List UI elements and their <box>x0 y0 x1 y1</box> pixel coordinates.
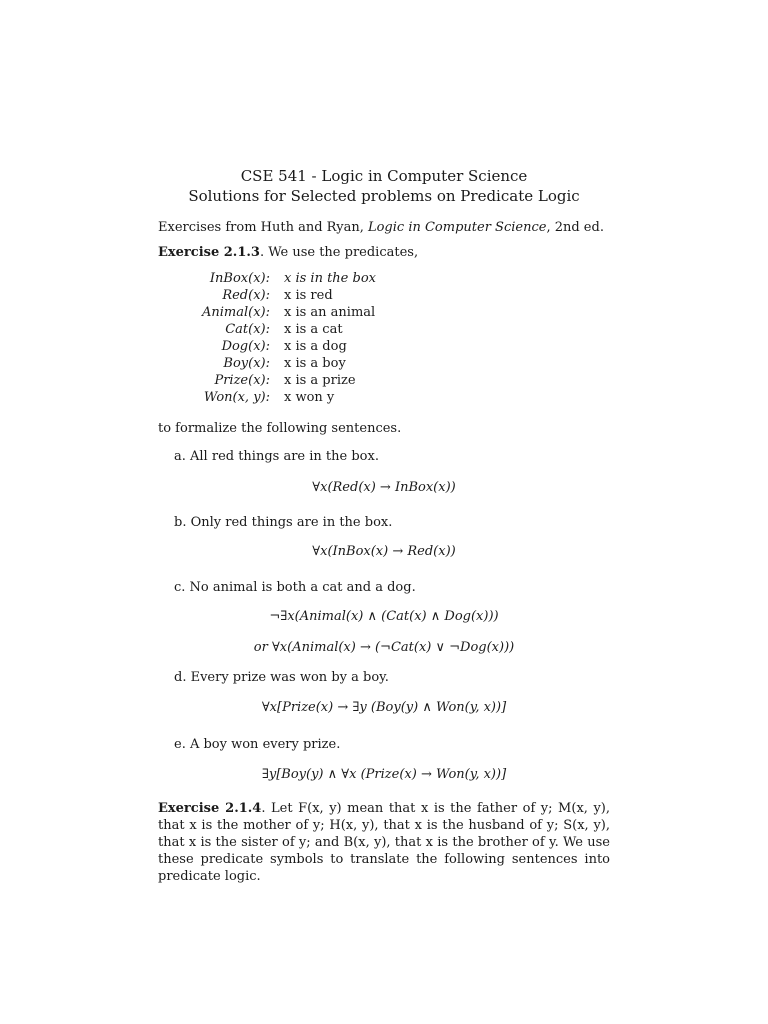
predicate-name: Won(x, y): <box>203 390 270 405</box>
predicate-meaning: x is in the box <box>284 271 376 286</box>
predicate-meaning: x is red <box>284 288 333 303</box>
predicate-meaning: x is a prize <box>284 373 356 388</box>
exercise-2-1-3-text: . We use the predicates, <box>259 245 419 260</box>
predicate-name: Animal(x): <box>201 305 270 320</box>
formalize-instruction: to formalize the following sentences. <box>158 421 402 436</box>
exercise-2-1-3-heading: Exercise 2.1.3 <box>158 245 260 260</box>
predicate-meaning: x won y <box>284 390 335 405</box>
item-e-label: e. A boy won every prize. <box>174 737 341 752</box>
item-d-label: d. Every prize was won by a boy. <box>174 670 389 685</box>
predicate-meaning: x is a boy <box>284 356 346 371</box>
predicate-meaning: x is a cat <box>284 322 343 337</box>
exercise-2-1-4-text: . Let F(x, y) mean that x is the father of y; M(x, y), that x is the mother of y; H(x, y), that x is the husband of y; S(x, y), that x is the sister of y; and B(x, y), that x is the brother of y. We use these predicate symbols to translate the following sentences into predicate logic. <box>158 801 610 884</box>
predicate-name: Prize(x): <box>214 373 270 388</box>
exercise-2-1-3-intro <box>158 244 418 261</box>
document-title: CSE 541 - Logic in Computer Science <box>240 167 528 185</box>
item-a-formula: ∀x(Red(x) → InBox(x)) <box>312 480 456 495</box>
item-a-label: a. All red things are in the box. <box>174 449 379 464</box>
item-b-label: b. Only red things are in the box. <box>174 515 393 530</box>
item-c-label: c. No animal is both a cat and a dog. <box>174 580 416 595</box>
item-b-formula: ∀x(InBox(x) → Red(x)) <box>312 544 456 559</box>
intro-book-title: Logic in Computer Science <box>367 220 547 235</box>
item-d-formula: ∀x[Prize(x) → ∃y (Boy(y) ∧ Won(y, x))] <box>261 700 507 715</box>
predicate-meaning: x is an animal <box>284 305 376 320</box>
predicate-name: Dog(x): <box>221 339 270 354</box>
predicate-name: InBox(x): <box>209 271 270 286</box>
intro-prefix: Exercises from Huth and Ryan, <box>158 220 368 235</box>
exercise-2-1-4-paragraph <box>158 800 610 885</box>
predicate-name: Cat(x): <box>225 322 270 337</box>
intro-suffix: , 2nd ed. <box>546 220 604 235</box>
item-c-formula-alt: or ∀x(Animal(x) → (¬Cat(x) ∨ ¬Dog(x))) <box>253 640 515 655</box>
predicate-meaning: x is a dog <box>284 339 347 354</box>
intro-line <box>158 219 604 236</box>
exercise-2-1-4-heading: Exercise 2.1.4 <box>158 801 262 816</box>
document-subtitle: Solutions for Selected problems on Predicate Logic <box>188 187 580 205</box>
item-e-formula: ∃y[Boy(y) ∧ ∀x (Prize(x) → Won(y, x))] <box>261 767 507 782</box>
predicate-name: Red(x): <box>222 288 270 303</box>
predicate-name: Boy(x): <box>223 356 270 371</box>
item-c-formula: ¬∃x(Animal(x) ∧ (Cat(x) ∧ Dog(x))) <box>269 609 499 624</box>
